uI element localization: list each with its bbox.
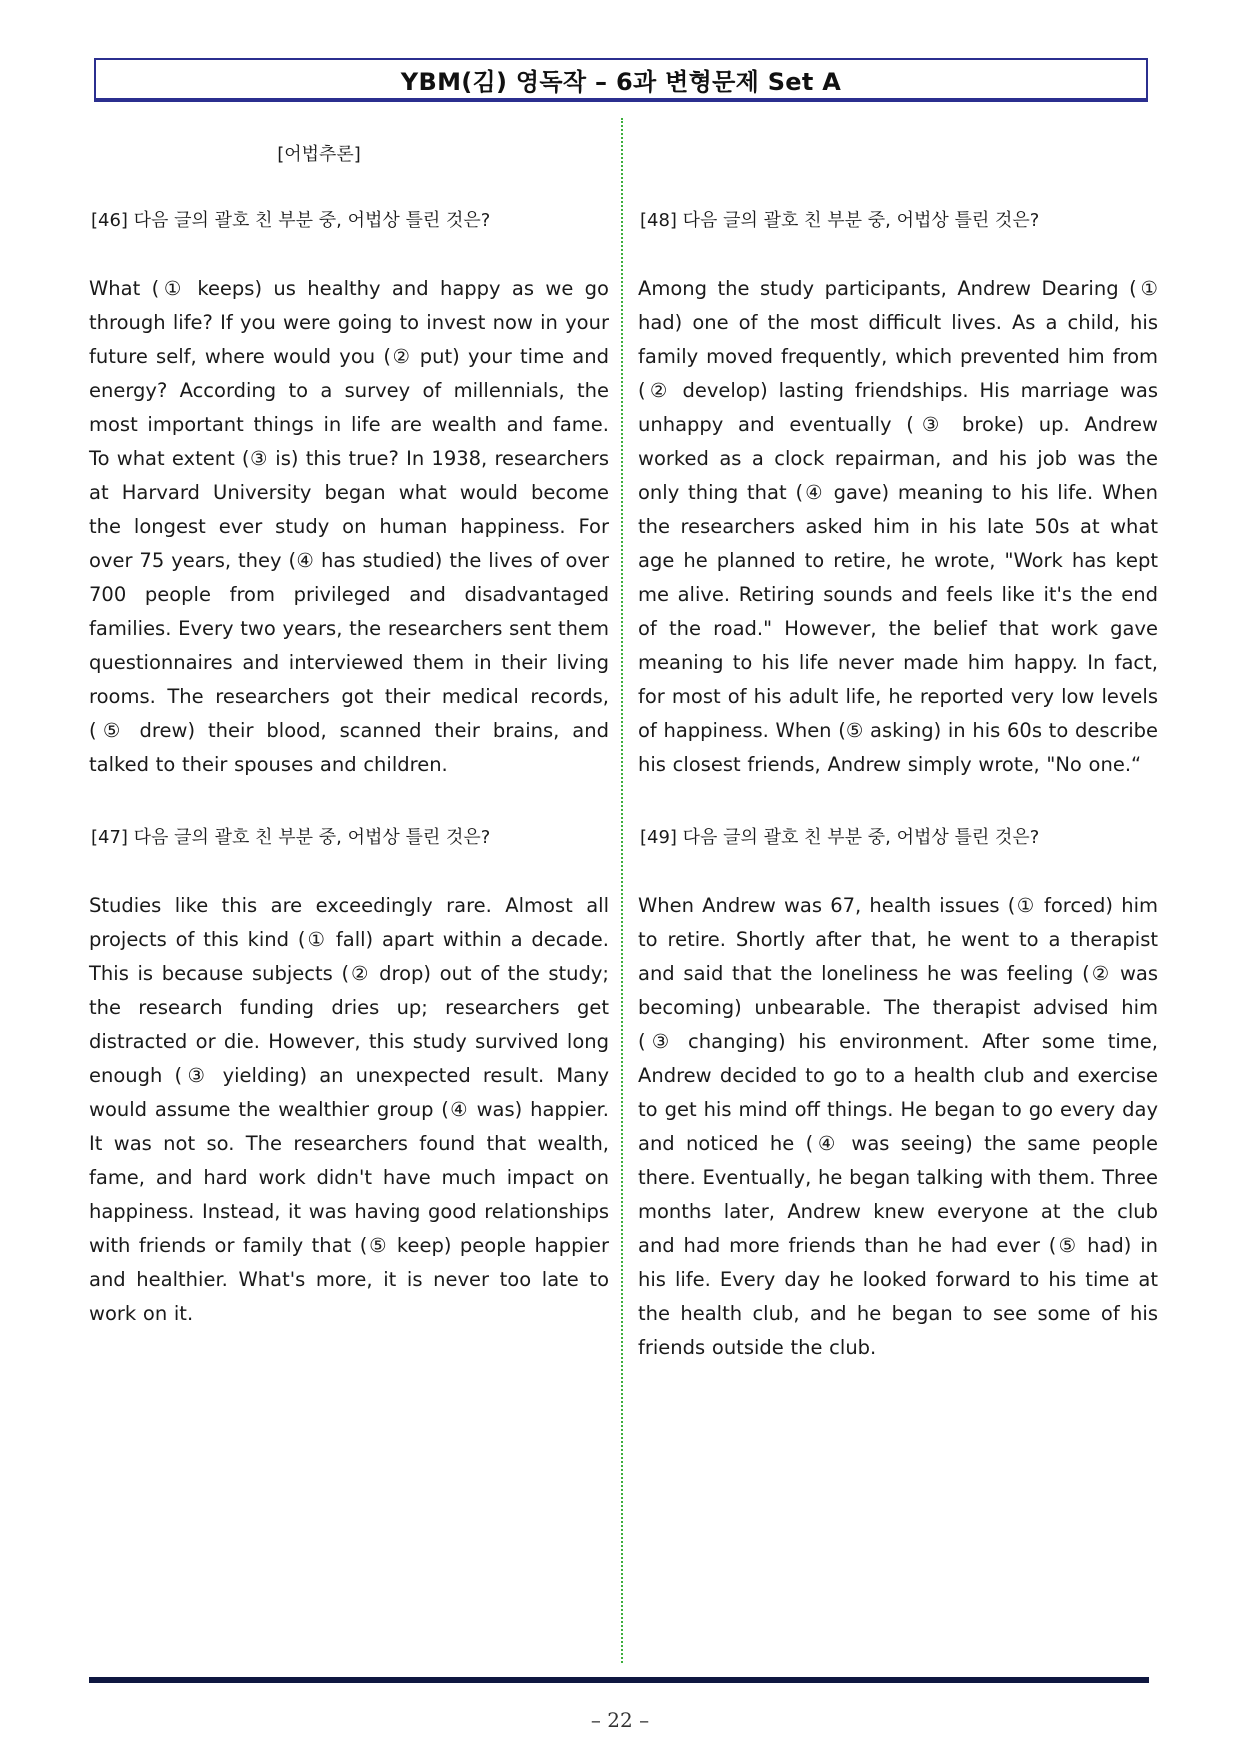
question-46-passage: What (① keeps) us healthy and happy as we go through life? If you were going to invest now in your future self, where would you (② put) your time and energy? According to a survey of millennials, the most important things in life are wealth and fame. To what extent (③ is) this true? In 1938, researchers at Harvard University began what would become the longest ever study on human happiness. For over 75 years, they (④ has studied) the lives of over 700 people from privileged and disadvantaged families. Every two years, the researchers sent them questionnaires and interviewed them in their living rooms. The researchers got their medical records, (⑤ drew) their blood, scanned their brains, and talked to their spouses and children. (89, 277, 609, 776)
footer-rule (89, 1677, 1149, 1683)
page-header (94, 58, 1148, 102)
page-number: – 22 – (590, 1708, 650, 1732)
question-48-passage: Among the study participants, Andrew Dearing (① had) one of the most difficult lives. As a child, his family moved frequently, which prevented him from (② develop) lasting friendships. His marriage was unhappy and eventually (③ broke) up. Andrew worked as a clock repairman, and his job was the only thing that (④ gave) meaning to his life. When the researchers asked him in his late 50s at what age he planned to retire, he wrote, "Work has kept me alive. Retiring sounds and feels like it's the end of the road." However, the belief that work gave meaning to his life never made him happy. In fact, for most of his adult life, he reported very low levels of happiness. When (⑤ asking) in his 60s to describe his closest friends, Andrew simply wrote, "No one.“ (638, 277, 1159, 776)
question-47-passage: Studies like this are exceedingly rare. Almost all projects of this kind (① fall) apart within a decade. This is because subjects (② drop) out of the study; the research funding dries up; researchers get distracted or die. However, this study survived long enough (③ yielding) an unexpected result. Many would assume the wealthier group (④ was) happier. It was not so. The researchers found that wealth, fame, and hard work didn't have much impact on happiness. Instead, it was having good relationships with friends or family that (⑤ keep) people happier and healthier. What's more, it is never too late to work on it. (89, 894, 609, 1325)
section-label: [어법추론] (277, 144, 361, 165)
left-column (89, 143, 609, 1331)
column-divider (621, 118, 623, 1663)
question-48-heading: [48] 다음 글의 괄호 친 부분 중, 어법상 틀린 것은? (640, 210, 1040, 231)
question-47-heading: [47] 다음 글의 괄호 친 부분 중, 어법상 틀린 것은? (91, 827, 491, 848)
question-46-heading: [46] 다음 글의 괄호 친 부분 중, 어법상 틀린 것은? (91, 210, 491, 231)
right-column (638, 143, 1158, 1365)
page-title: YBM(김) 영독작 – 6과 변형문제 Set A (400, 67, 842, 96)
question-49-passage: When Andrew was 67, health issues (① forced) him to retire. Shortly after that, he went to a therapist and said that the loneliness he was feeling (② was becoming) unbearable. The therapist advised him (③ changing) his environment. After some time, Andrew decided to go to a health club and exercise to get his mind off things. He began to go every day and noticed he (④ was seeing) the same people there. Eventually, he began talking with them. Three months later, Andrew knew everyone at the club and had more friends than he had ever (⑤ had) in his life. Every day he looked forward to his time at the health club, and he began to see some of his friends outside the club. (638, 894, 1158, 1359)
question-49-heading: [49] 다음 글의 괄호 친 부분 중, 어법상 틀린 것은? (640, 827, 1040, 848)
